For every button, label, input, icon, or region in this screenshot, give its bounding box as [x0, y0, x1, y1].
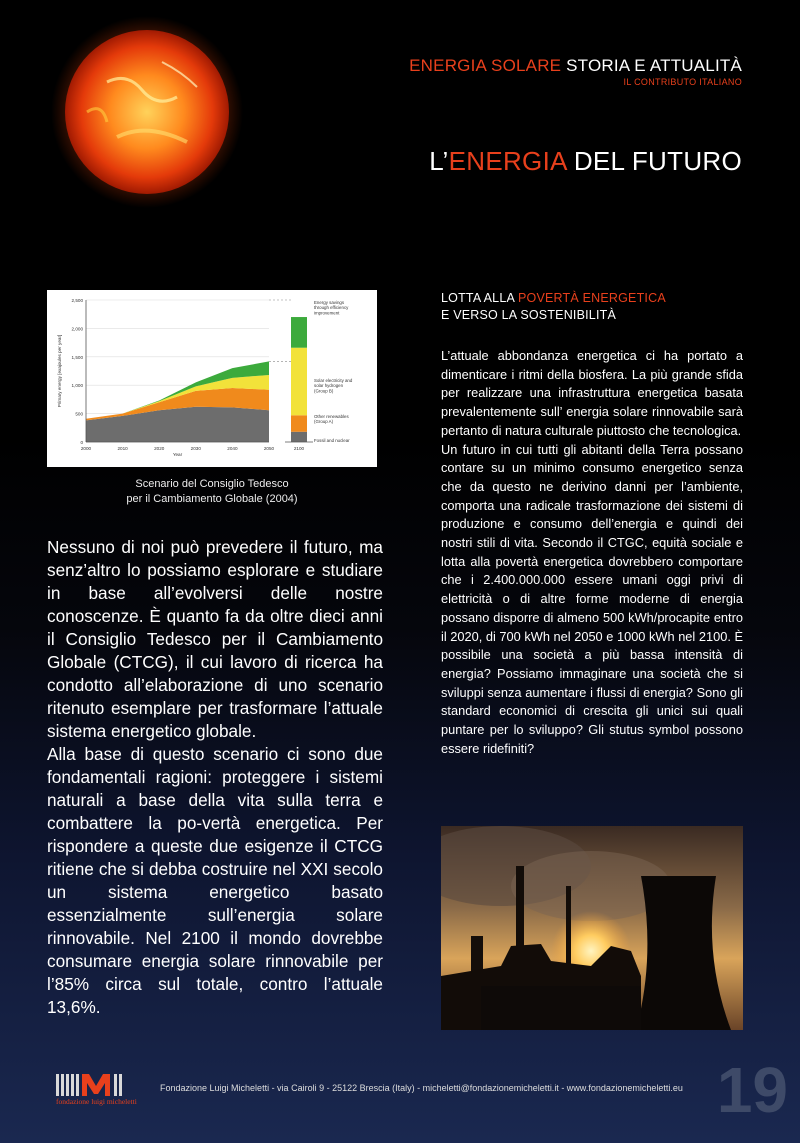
chart-y-tick-label: 1,000	[71, 383, 83, 389]
left-paragraph-1: Nessuno di noi può prevedere il futuro, ma senz’altro lo possiamo esplorare e studiare in base all’evolversi delle nostre conoscenze. È quanto fa da oltre dieci anni il Consiglio Tedesco per il Cambiamento Globale (CTCG), il cui lavoro di ricerca ha condotto all’elaborazione di uno scenario ritenuto esemplare per trasformare l’attuale sistema energetico globale.	[47, 537, 383, 741]
right-paragraph-1: L’attuale abbondanza energetica ci ha portato a dimenticare i ritmi della biosfera. La più grande sfida per realizzare una infrastruttura energetica basata prevalentemente sull’ energia solare rinnovabile sarà pertanto di natura culturale piuttosto che tecnologica.	[441, 348, 743, 438]
series-title-rest: STORIA E ATTUALITÀ	[561, 56, 742, 75]
title-suffix: DEL FUTURO	[566, 146, 742, 176]
power-plant-photo	[441, 826, 743, 1030]
chart-bar-2100-segment-1	[291, 432, 307, 442]
fondazione-logo	[56, 1072, 148, 1108]
chart-x-tick-label: 2030	[190, 446, 201, 451]
right-heading-part1: LOTTA ALLA	[441, 291, 519, 305]
chart-x-tick-label: 2000	[80, 446, 92, 451]
series-title-highlight: ENERGIA SOLARE	[409, 56, 562, 75]
chart-caption	[47, 477, 377, 507]
chart-bar-2100-segment-2	[291, 415, 307, 431]
right-heading	[441, 290, 666, 324]
chart-bar-2100-segment-3	[291, 348, 307, 416]
chart-y-tick-label: 2,500	[71, 298, 83, 303]
page-title	[429, 146, 742, 177]
logo-text: fondazione luigi micheletti	[56, 1097, 137, 1106]
series-header	[409, 56, 742, 87]
right-heading-highlight: POVERTÀ ENERGETICA	[518, 291, 666, 305]
chart-legend-entry-3: Solar electricity and solar hydrogen (Group B)	[314, 378, 353, 394]
chart-x-axis-label: Year	[172, 452, 183, 457]
right-heading-line2: E VERSO LA SOSTENIBILITÀ	[441, 308, 616, 322]
caption-line-1: Scenario del Consiglio Tedesco	[135, 478, 289, 490]
chart-legend-entry-1: Fossil and nuclear	[314, 438, 350, 443]
chart-y-axis-label: Primary energy [exajoules per year]	[57, 334, 62, 408]
chart-y-tick-label: 500	[75, 411, 83, 417]
page-number: 19	[716, 1054, 788, 1126]
chart-legend-entry-4: Energy savings through efficiency improvement	[314, 300, 349, 316]
series-title	[409, 56, 742, 76]
title-prefix: L’	[429, 146, 449, 176]
chart-y-tick-label: 2,000	[71, 326, 83, 332]
caption-line-2: per il Cambiamento Globale (2004)	[126, 493, 298, 505]
right-paragraph-2: Un futuro in cui tutti gli abitanti della Terra possano contare su un minimo consumo energetico senza che da questo ne derivino danni per l’ambiente, comporta una radicale trasformazione dei sistemi di produzione e consumo dell’energia e quindi dei nostri stili di vita. Secondo il CTGC, equità sociale e lotta alla povertà energetica dovrebbero comportare che i 2.400.000.000 essere umani oggi privi di elettricità o di altre forme moderne di energia possano disporre di almeno 500 kWh/procapite entro il 2020, di 700 kWh nel 2050 e 1000 kWh nel 2100. È possibile una società a più bassa intensità di energia? Possiamo immaginare una società che si sviluppi senza aumentare i flussi di energia? Sono gli standard economici di crescita gli unici sui quali puntare per lo sviluppo? Gli stutus symbol possono essere ridefiniti?	[441, 441, 743, 756]
energy-scenario-chart	[47, 290, 377, 467]
chart-area-series-1	[86, 407, 269, 442]
chart-bar-2100-segment-4	[291, 317, 307, 348]
chart-x-tick-label: 2050	[263, 446, 275, 451]
footer-address: Fondazione Luigi Micheletti - via Cairoli 9 - 25122 Brescia (Italy) - micheletti@fondazionemicheletti.it - www.fondazionemicheletti.eu	[160, 1083, 683, 1093]
chart-x-tick-label: 2010	[117, 446, 128, 451]
chart-svg	[47, 290, 377, 467]
chart-x-tick-label: 2020	[154, 446, 165, 451]
title-highlight: ENERGIA	[448, 146, 567, 176]
chart-legend-entry-2: Other renewables (Group A)	[314, 414, 349, 425]
left-paragraph-2: Alla base di questo scenario ci sono due fondamentali ragioni: proteggere i sistemi naturali a base della vita sulla terra e combattere la po-vertà energetica. Per rispondere a queste due esigenze il CTCG ritiene che si debba costruire nel XXI secolo un sistema energetico basato essenzialmente sull’energia solare rinnovabile. Nel 2100 il mondo dovrebbe consumare energia solare rinnovabile per l’85% circa sul totale, contro l’attuale 13,6%.	[47, 744, 383, 1017]
chart-x-tick-label: 2040	[227, 446, 238, 451]
series-subtitle: IL CONTRIBUTO ITALIANO	[623, 77, 742, 87]
chart-x-tick-label: 2100	[293, 446, 305, 451]
left-body-text	[47, 536, 383, 1019]
sun-image	[47, 12, 247, 237]
right-body-text	[441, 347, 743, 758]
chart-y-tick-label: 0	[80, 440, 83, 445]
chart-y-tick-label: 1,500	[71, 354, 83, 360]
